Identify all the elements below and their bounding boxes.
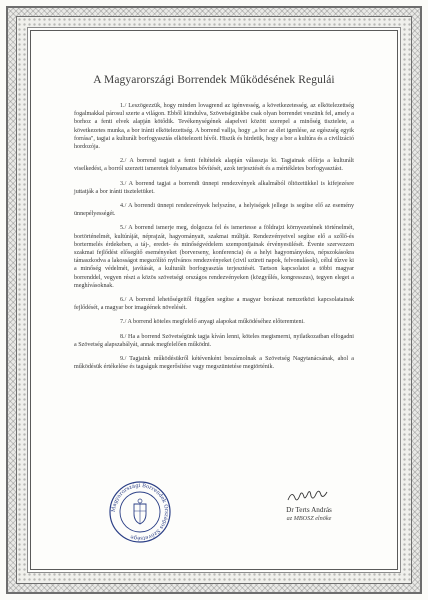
- seal-icon: [108, 480, 172, 544]
- rule-paragraph-2: 2./ A borrend tagjait a fenti feltételek alapján válasszja ki. Tagjainak előírja a kulturált viselkedést, a borról szerzett ismeretek folyamatos bővítését, azok terjesztését és a mértékletes borfogyasztást.: [74, 158, 354, 173]
- rule-paragraph-7: 7./ A borrend köteles megfelelő anyagi alapokat működéséhez előteremteni.: [120, 319, 305, 326]
- rule-paragraph-8: 8./ Ha a borrend Szövetségünk tagja kíván lenni, köteles megismerni, nyilatkozatban elfogadni a Szövetség alapszabályát, annak megfelelően működni.: [74, 333, 354, 348]
- document-title: A Magyarországi Borrendek Működésének Regulái: [93, 74, 335, 86]
- rule-paragraph-3: 3./ A borrend tagjai a borrendi ünnepi rendezvények alkalmából öltözetükkel is kifejezésre juttatják a bor iránti tiszteletüket.: [74, 180, 354, 195]
- rule-paragraph-9: 9./ Tagjaink működésükről kétévenként beszámolnak a Szövetség Nagytanácsának, ahol a működésük értékelése és tagságuk megerősítése vagy megszüntetése megtörténik.: [74, 356, 354, 371]
- document-content: [74, 74, 354, 377]
- seal-ring-text: Magyarországi Borrendek Országos Szövetsége: [110, 482, 170, 542]
- rule-paragraph-5: 5./ A borrend ismerje meg, dolgozza fel és ismertesse a földrajzi környezetének történelmét, bortörténelmét, kultúráját, néprajzát, hagyományait, szakmai múltját. Rendezvényeivel segítse elő a szőlő-és bortermelés érdekeben, a táj-, eredet- és minőségvédelem szempontjainak érvényesülését. Évente szervezzen szakmai fejlődést elősegítő eseményeket (borverseny, konferencia) és a helyi hagyományokra, népszokásokra támaszkodva a lakosságot megszólító nyilvános rendezvényeket (civil szüreti napok, felvonulások), célul tűzve ki a minőség védelmét, javítását, a kulturált borfogyasztás terjesztését. Tartson kapcsolatot a többi magyar borrenddel, vegyen részt a közös szövetségi országos rendezvényeken (közgyűlés, kongresszus), tegyen eleget a meghívásoknak.: [74, 225, 354, 289]
- rule-paragraph-6: 6./ A borrend lehetőségeitől függően segítse a magyar borászat nemzetközi kapcsolatainak fejlődését, a magyar bor imagéének növelését.: [74, 297, 354, 312]
- signatory: [264, 488, 354, 522]
- rule-paragraph-4: 4./ A borrendi ünnepi rendezvények helyszíne, a helyiségek jellege is segítse elő az esemény ünnepélyességét.: [74, 203, 354, 218]
- signatory-role: az MBOSZ elnöke: [286, 515, 332, 522]
- official-seal: [108, 480, 172, 544]
- signature-block: [74, 480, 354, 560]
- rule-paragraph-1: 1./ Leszögezzük, hogy minden lovagrend az igénvesség, a következetesség, az elkötelezettség fogalmakkal párosul szerte a világon. Ebből kiindulva, Szövetségünkbe csak olyan borrendet veszünk fel, amely a borhoz a fenti elvek alapján kötődik. Tevékenységének alapelvei között szerepel a minőség tisztelete, a következetes munka, a bor iránti elkötelezettség. A borrend vallja, hogy „a bor az élet igenlése, az egészség egyik forrása", tagjai a kulturált borfogyasztás elkötelezett hívői. Hiszik és hirdetik, hogy a bor a kultúra és a civilizáció hordozója.: [74, 103, 354, 151]
- signatory-name: Dr Terts András: [286, 506, 332, 514]
- handwritten-signature: [285, 488, 333, 504]
